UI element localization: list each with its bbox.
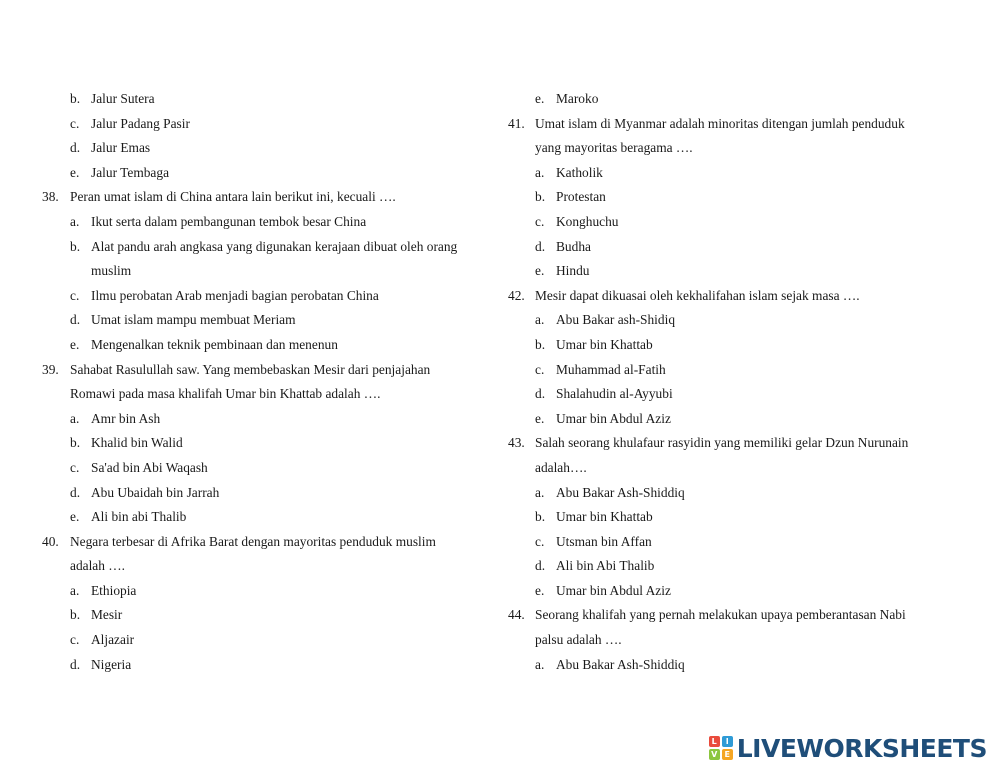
option-text: Budha: [556, 238, 591, 254]
option-text: Konghuchu: [556, 213, 619, 229]
option-text: Maroko: [556, 91, 599, 106]
question-number: 38.: [42, 189, 59, 205]
option-text: Abu Bakar Ash-Shiddiq: [556, 656, 685, 672]
question-text: Sahabat Rasulullah saw. Yang membebaskan Mesir dari penjajahan: [70, 361, 431, 377]
option-43a: [500, 481, 999, 506]
option-38e: [0, 333, 500, 358]
option-text-continued: muslim: [91, 263, 132, 279]
logo-letter-l: L: [709, 736, 720, 747]
option-44a: [500, 653, 999, 678]
option-40c: [0, 628, 500, 653]
option-39d: [0, 481, 500, 506]
option-letter: a.: [535, 656, 545, 672]
option-letter: d.: [535, 386, 546, 402]
question-text: Seorang khalifah yang pernah melakukan upaya pemberantasan Nabi: [535, 607, 906, 623]
option-text: Amr bin Ash: [91, 410, 161, 426]
option-letter: c.: [70, 459, 80, 475]
option-40b: [0, 603, 500, 628]
option-letter: b.: [70, 91, 81, 106]
option-letter: e.: [70, 509, 80, 525]
option-41d: [500, 235, 999, 260]
option-text: Jalur Padang Pasir: [91, 115, 190, 131]
logo-icon: [709, 736, 733, 760]
option-39b: [0, 431, 500, 456]
option-letter: d.: [535, 238, 546, 254]
option-text: Ilmu perobatan Arab menjadi bagian perobatan China: [91, 287, 379, 303]
option-text: Umar bin Khattab: [556, 509, 653, 525]
option-42e: [500, 407, 999, 432]
question-39-continued: [0, 382, 500, 407]
option-letter: e.: [70, 164, 80, 180]
option-letter: b.: [535, 509, 546, 525]
question-text: Salah seorang khulafaur rasyidin yang memiliki gelar Dzun Nurunain: [535, 435, 909, 451]
question-text-continued: palsu adalah ….: [535, 632, 622, 648]
option-41a: [500, 161, 999, 186]
question-number: 41.: [508, 115, 525, 131]
option-text: Umar bin Abdul Aziz: [556, 410, 671, 426]
option-43d: [500, 554, 999, 579]
option-37b: [0, 87, 500, 112]
question-number: 40.: [42, 533, 59, 549]
option-letter: e.: [535, 91, 545, 106]
question-text-continued: adalah ….: [70, 558, 126, 574]
option-text: Protestan: [556, 189, 606, 205]
option-letter: a.: [535, 164, 545, 180]
logo-text: LIVEWORKSHEETS: [736, 733, 987, 763]
logo-letter-i: I: [722, 736, 733, 747]
question-44-continued: [500, 628, 999, 653]
logo-letter-v: V: [709, 749, 720, 760]
question-number: 44.: [508, 607, 525, 623]
question-40: [0, 530, 500, 555]
option-text: Mengenalkan teknik pembinaan dan menenun: [91, 336, 338, 352]
option-text: Utsman bin Affan: [556, 533, 652, 549]
option-letter: c.: [535, 213, 545, 229]
option-letter: c.: [70, 115, 80, 131]
option-letter: d.: [535, 558, 546, 574]
option-40e: [500, 87, 999, 112]
option-letter: a.: [535, 484, 545, 500]
question-44: [500, 603, 999, 628]
left-column: [0, 87, 500, 677]
option-38b: [0, 235, 500, 260]
question-number: 42.: [508, 287, 525, 303]
question-41-continued: [500, 136, 999, 161]
option-39e: [0, 505, 500, 530]
option-letter: d.: [70, 656, 81, 672]
option-letter: c.: [535, 361, 545, 377]
option-text: Abu Bakar ash-Shidiq: [556, 312, 676, 328]
question-text: Peran umat islam di China antara lain berikut ini, kecuali ….: [70, 189, 396, 205]
option-text: Umat islam mampu membuat Meriam: [91, 312, 296, 328]
option-letter: c.: [70, 287, 80, 303]
option-letter: a.: [535, 312, 545, 328]
option-37c: [0, 112, 500, 137]
option-letter: e.: [535, 263, 545, 279]
option-text: Abu Bakar Ash-Shiddiq: [556, 484, 685, 500]
question-number: 43.: [508, 435, 525, 451]
option-41b: [500, 185, 999, 210]
question-39: [0, 358, 500, 383]
option-letter: d.: [70, 140, 81, 156]
option-letter: d.: [70, 484, 81, 500]
option-text: Hindu: [556, 263, 590, 279]
option-text: Ikut serta dalam pembangunan tembok besar China: [91, 213, 367, 229]
option-42a: [500, 308, 999, 333]
question-text-continued: yang mayoritas beragama ….: [535, 140, 693, 156]
option-37e: [0, 161, 500, 186]
question-text: Mesir dapat dikuasai oleh kekhalifahan islam sejak masa ….: [535, 287, 860, 303]
option-42d: [500, 382, 999, 407]
option-text: Jalur Emas: [91, 140, 151, 156]
question-40-continued: [0, 554, 500, 579]
question-43: [500, 431, 999, 456]
option-41e: [500, 259, 999, 284]
option-text: Umar bin Khattab: [556, 336, 653, 352]
logo-letter-e: E: [722, 749, 733, 760]
option-letter: b.: [70, 435, 81, 451]
option-letter: a.: [70, 213, 80, 229]
question-number: 39.: [42, 361, 59, 377]
option-letter: d.: [70, 312, 81, 328]
option-38b-continued: [0, 259, 500, 284]
option-text: Ethiopia: [91, 582, 137, 598]
option-text: Abu Ubaidah bin Jarrah: [91, 484, 220, 500]
option-letter: b.: [535, 336, 546, 352]
option-42b: [500, 333, 999, 358]
option-38d: [0, 308, 500, 333]
question-42: [500, 284, 999, 309]
option-39c: [0, 456, 500, 481]
option-letter: b.: [70, 238, 81, 254]
option-letter: c.: [535, 533, 545, 549]
option-text: Nigeria: [91, 656, 132, 672]
question-38: [0, 185, 500, 210]
right-column: [500, 87, 999, 677]
option-40d: [0, 653, 500, 678]
option-43c: [500, 530, 999, 555]
option-text: Shalahudin al-Ayyubi: [556, 386, 673, 402]
question-text: Negara terbesar di Afrika Barat dengan mayoritas penduduk muslim: [70, 533, 436, 549]
question-41: [500, 112, 999, 137]
option-38a: [0, 210, 500, 235]
option-text: Khalid bin Walid: [91, 435, 183, 451]
option-41c: [500, 210, 999, 235]
option-text: Ali bin Abi Thalib: [556, 558, 655, 574]
option-letter: b.: [70, 607, 81, 623]
question-text: Umat islam di Myanmar adalah minoritas ditengan jumlah penduduk: [535, 115, 905, 131]
option-letter: e.: [535, 582, 545, 598]
option-text: Katholik: [556, 164, 603, 180]
option-letter: c.: [70, 632, 80, 648]
question-text-continued: adalah….: [535, 459, 587, 475]
option-letter: a.: [70, 582, 80, 598]
option-text: Alat pandu arah angkasa yang digunakan kerajaan dibuat oleh orang: [91, 238, 458, 254]
liveworksheets-logo: [709, 731, 987, 765]
option-38c: [0, 284, 500, 309]
question-43-continued: [500, 456, 999, 481]
question-text-continued: Romawi pada masa khalifah Umar bin Khattab adalah ….: [70, 386, 381, 402]
option-40a: [0, 579, 500, 604]
option-text: Muhammad al-Fatih: [556, 361, 666, 377]
option-43e: [500, 579, 999, 604]
option-42c: [500, 358, 999, 383]
option-letter: a.: [70, 410, 80, 426]
option-letter: e.: [535, 410, 545, 426]
option-text: Jalur Sutera: [91, 91, 155, 106]
option-text: Aljazair: [91, 632, 135, 648]
option-37d: [0, 136, 500, 161]
option-43b: [500, 505, 999, 530]
option-text: Umar bin Abdul Aziz: [556, 582, 671, 598]
option-letter: b.: [535, 189, 546, 205]
option-39a: [0, 407, 500, 432]
option-text: Jalur Tembaga: [91, 164, 170, 180]
option-text: Sa'ad bin Abi Waqash: [91, 459, 208, 475]
option-letter: e.: [70, 336, 80, 352]
option-text: Ali bin abi Thalib: [91, 509, 187, 525]
option-text: Mesir: [91, 607, 123, 623]
